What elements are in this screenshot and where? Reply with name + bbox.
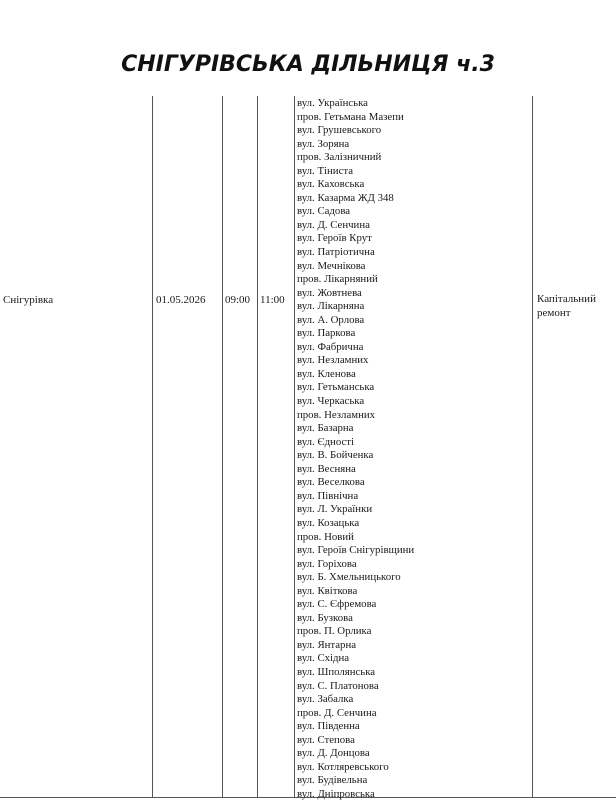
street-item: вул. Українська <box>297 97 368 109</box>
street-item: вул. Паркова <box>297 327 356 340</box>
street-item: вул. Забалка <box>297 693 354 706</box>
street-item: пров. Незламних <box>297 408 376 421</box>
street-item: вул. Б. Хмельницького <box>297 571 401 584</box>
street-item: вул. С. Єфремова <box>297 598 377 611</box>
street-item: вул. Веселкова <box>297 476 365 489</box>
street-item: вул. С. Платонова <box>297 679 379 692</box>
street-item: пров. П. Орлика <box>297 625 372 638</box>
street-item: вул. Казарма ЖД 348 <box>297 191 394 204</box>
time-end-cell: 11:00 <box>260 294 285 306</box>
street-item: вул. Будівельна <box>297 774 368 787</box>
reason-cell: Капітальний ремонт <box>537 293 596 319</box>
column-divider <box>294 96 295 798</box>
street-item: вул. Патріотична <box>297 246 375 259</box>
street-item: вул. Садова <box>297 205 351 218</box>
street-item: вул. Дніпровська <box>297 787 375 800</box>
street-item: пров. Новий <box>297 530 354 543</box>
street-item: вул. Шполянська <box>297 665 376 678</box>
locality-cell: Снігурівка <box>3 294 54 306</box>
street-item: вул. Південна <box>297 720 360 733</box>
street-item: вул. Кленова <box>297 367 356 380</box>
streets-list <box>297 97 414 801</box>
street-item: вул. Горіхова <box>297 557 357 570</box>
column-divider <box>152 96 153 798</box>
street-item: вул. Жовтнева <box>297 286 362 299</box>
street-item: вул. Козацька <box>297 516 360 529</box>
street-item: пров. Залізничний <box>297 151 382 164</box>
street-item: вул. Квіткова <box>297 584 358 597</box>
street-item: вул. Північна <box>297 489 359 502</box>
street-item: вул. Л. Українки <box>297 503 373 516</box>
street-item: вул. Д. Донцова <box>297 747 370 760</box>
street-item: вул. Східна <box>297 652 350 665</box>
street-item: пров. Лікарняний <box>297 273 378 286</box>
street-item: вул. Гетьманська <box>297 381 375 394</box>
street-item: вул. Єдності <box>297 435 355 448</box>
street-item: вул. Котляревського <box>297 760 389 773</box>
date-cell: 01.05.2026 <box>156 294 206 306</box>
street-item: вул. Каховська <box>297 178 365 191</box>
street-item: вул. Героїв Снігурівщини <box>297 544 415 557</box>
street-item: вул. Героїв Крут <box>297 232 372 245</box>
street-item: вул. Тіниста <box>297 164 354 177</box>
column-divider <box>532 96 533 798</box>
street-item: вул. Черкаська <box>297 395 365 408</box>
street-item: вул. Базарна <box>297 422 354 435</box>
street-item: вул. Д. Сенчина <box>297 218 370 231</box>
street-item: вул. Лікарняна <box>297 300 365 313</box>
column-divider <box>222 96 223 798</box>
street-item: вул. Степова <box>297 733 355 746</box>
street-item: вул. Бузкова <box>297 611 353 624</box>
time-start-cell: 09:00 <box>225 294 251 306</box>
street-item: вул. Весняна <box>297 462 356 475</box>
street-item: вул. Грушевського <box>297 124 382 137</box>
street-item: вул. Зоряна <box>297 137 350 150</box>
street-item: пров. Гетьмана Мазепи <box>297 110 404 123</box>
street-item: пров. Д. Сенчина <box>297 706 377 719</box>
street-item: вул. Мечнікова <box>297 259 366 272</box>
street-item: вул. Фабрична <box>297 340 364 353</box>
street-item: вул. А. Орлова <box>297 313 365 326</box>
street-item: вул. В. Бойченка <box>297 449 374 462</box>
street-item: вул. Янтарна <box>297 638 357 651</box>
page-title: СНІГУРІВСЬКА ДІЛЬНИЦЯ ч.3 <box>121 52 495 77</box>
street-item: вул. Незламних <box>297 354 369 367</box>
column-divider <box>257 96 258 798</box>
